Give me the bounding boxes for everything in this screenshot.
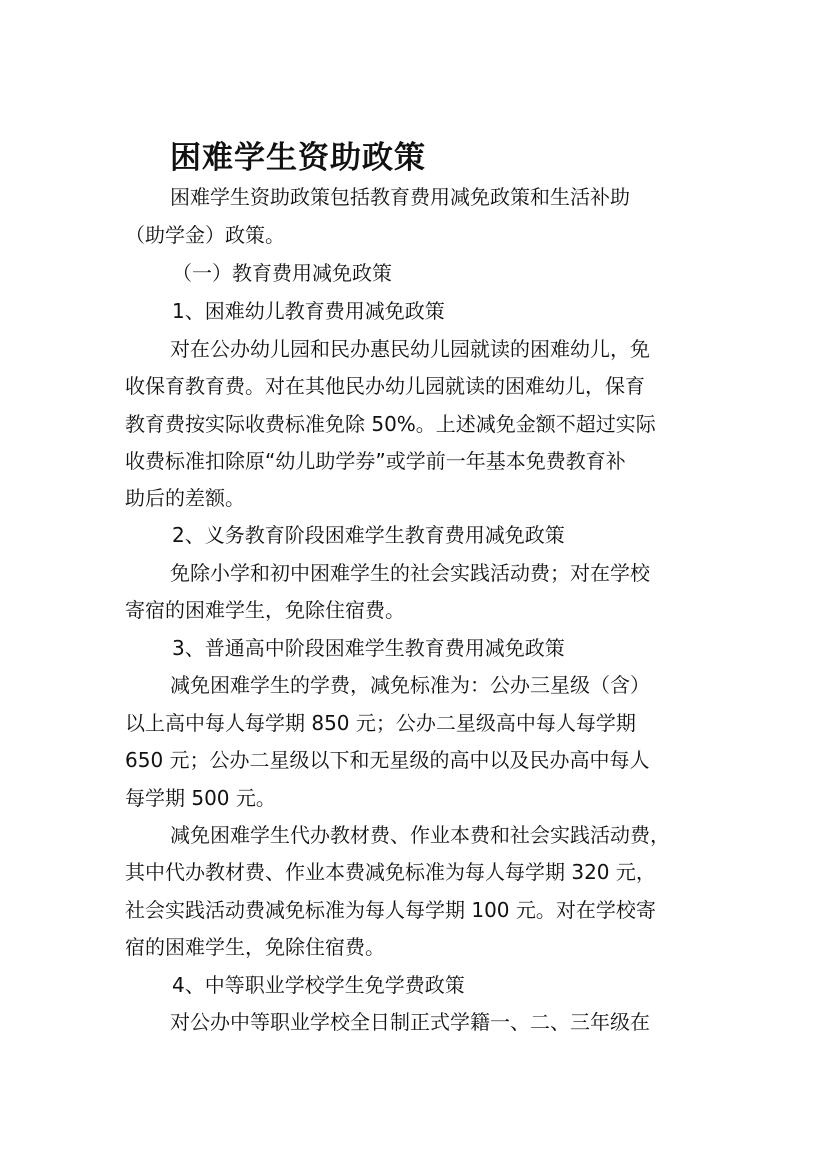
paragraph-line: 助后的差额。 (125, 486, 245, 510)
subsection-heading: 4、中等职业学校学生免学费政策 (172, 973, 465, 997)
paragraph-line: 650 元；公办二星级以下和无星级的高中以及民办高中每人 (125, 748, 650, 772)
paragraph-line: 其中代办教材费、作业本费减免标准为每人每学期 320 元， (125, 860, 656, 884)
paragraph-line: 对在公办幼儿园和民办惠民幼儿园就读的困难幼儿，免 (170, 337, 650, 361)
paragraph-line: 每学期 500 元。 (125, 786, 276, 810)
paragraph-line: 收费标准扣除原“幼儿助学券”或学前一年基本免费教育补 (125, 449, 626, 473)
document-title: 困难学生资助政策 (170, 140, 426, 176)
paragraph-line: 寄宿的困难学生，免除住宿费。 (125, 598, 405, 622)
paragraph-line: 减免困难学生代办教材费、作业本费和社会实践活动费， (170, 823, 670, 847)
paragraph-line: 教育费按实际收费标准免除 50%。上述减免金额不超过实际 (125, 412, 656, 436)
paragraph-line: 以上高中每人每学期 850 元；公办二星级高中每人每学期 (125, 711, 636, 735)
paragraph-line: 困难学生资助政策包括教育费用减免政策和生活补助 (170, 185, 630, 209)
paragraph-line: 免除小学和初中困难学生的社会实践活动费；对在学校 (170, 561, 650, 585)
paragraph-line: 收保育教育费。对在其他民办幼儿园就读的困难幼儿，保育 (125, 374, 645, 398)
subsection-heading: 1、困难幼儿教育费用减免政策 (172, 299, 445, 323)
paragraph-line: （助学金）政策。 (125, 223, 285, 247)
paragraph-line: 社会实践活动费减免标准为每人每学期 100 元。对在学校寄 (125, 898, 656, 922)
subsection-heading: 3、普通高中阶段困难学生教育费用减免政策 (172, 636, 565, 660)
subsection-heading: 2、义务教育阶段困难学生教育费用减免政策 (172, 523, 565, 547)
section-heading: （一）教育费用减免政策 (172, 261, 392, 285)
paragraph-line: 对公办中等职业学校全日制正式学籍一、二、三年级在 (170, 1010, 650, 1034)
paragraph-line: 宿的困难学生，免除住宿费。 (125, 935, 385, 959)
paragraph-line: 减免困难学生的学费，减免标准为：公办三星级（含） (170, 673, 650, 697)
